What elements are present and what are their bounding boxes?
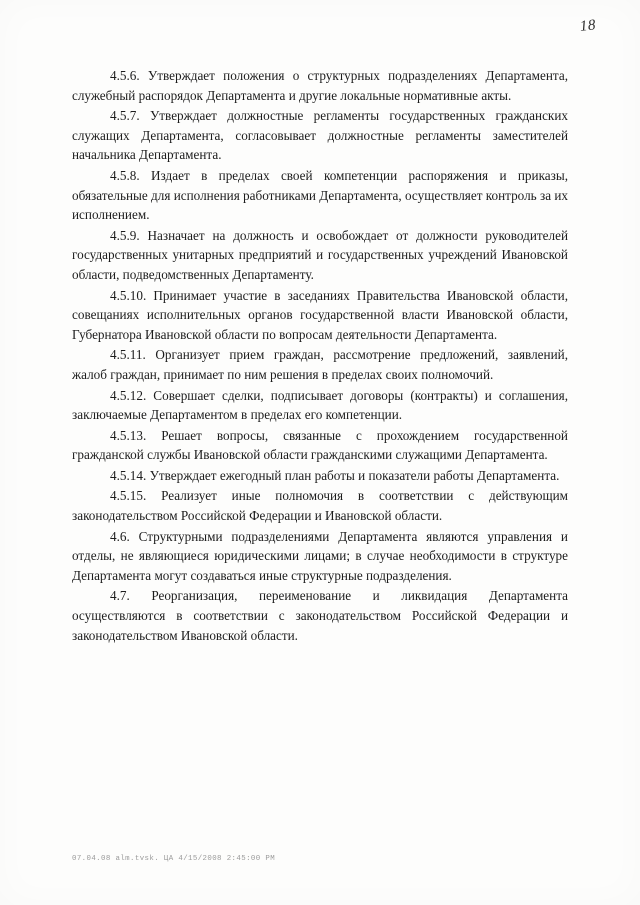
- footer-note: 07.04.08 alm.tvsk. ЦА 4/15/2008 2:45:00 PM: [72, 855, 276, 863]
- paragraph: 4.7. Реорганизация, переименование и ликвидация Департамента осуществляются в соответствии с законодательством Российской Федерации и законодательством Ивановской области.: [72, 588, 568, 643]
- paragraph: 4.5.10. Принимает участие в заседаниях Правительства Ивановской области, совещаниях исполнительных органов государственной власти Ивановской области, Губернатора Ивановской области по вопросам деятельности Департамента.: [72, 287, 568, 342]
- paragraph: 4.5.12. Совершает сделки, подписывает договоры (контракты) и соглашения, заключаемые Департаментом в пределах его компетенции.: [72, 387, 568, 423]
- paragraph: 4.6. Структурными подразделениями Департамента являются управления и отделы, не являющиеся юридическими лицами; в случае необходимости в структуре Департамента могут создаваться иные структурные подразделения.: [72, 528, 568, 583]
- paragraph: 4.5.15. Реализует иные полномочия в соответствии с действующим законодательством Российской Федерации и Ивановской области.: [72, 488, 568, 524]
- document-body: [72, 66, 568, 646]
- paragraph: 4.5.8. Издает в пределах своей компетенции распоряжения и приказы, обязательные для исполнения работниками Департамента, осуществляет контроль за их исполнением.: [72, 167, 568, 223]
- paragraph: 4.5.13. Решает вопросы, связанные с прохождением государственной гражданской службы Ивановской области гражданскими служащими Департамента.: [72, 427, 568, 463]
- paragraph: 4.5.7. Утверждает должностные регламенты государственных гражданских служащих Департамента, согласовывает должностные регламенты заместителей начальника Департамента.: [72, 108, 568, 163]
- page-number: 18: [579, 17, 597, 35]
- paragraph: 4.5.9. Назначает на должность и освобождает от должности руководителей государственных унитарных предприятий и государственных учреждений Ивановской области, подведомственных Департаменту.: [72, 227, 568, 282]
- paragraph: 4.5.6. Утверждает положения о структурных подразделениях Департамента, служебный распорядок Департамента и другие локальные нормативные акты.: [72, 68, 568, 103]
- paragraph: 4.5.11. Организует прием граждан, рассмотрение предложений, заявлений, жалоб граждан, принимает по ним решения в пределах своих полномочий.: [72, 347, 568, 382]
- paragraph: 4.5.14. Утверждает ежегодный план работы и показатели работы Департамента.: [110, 467, 560, 483]
